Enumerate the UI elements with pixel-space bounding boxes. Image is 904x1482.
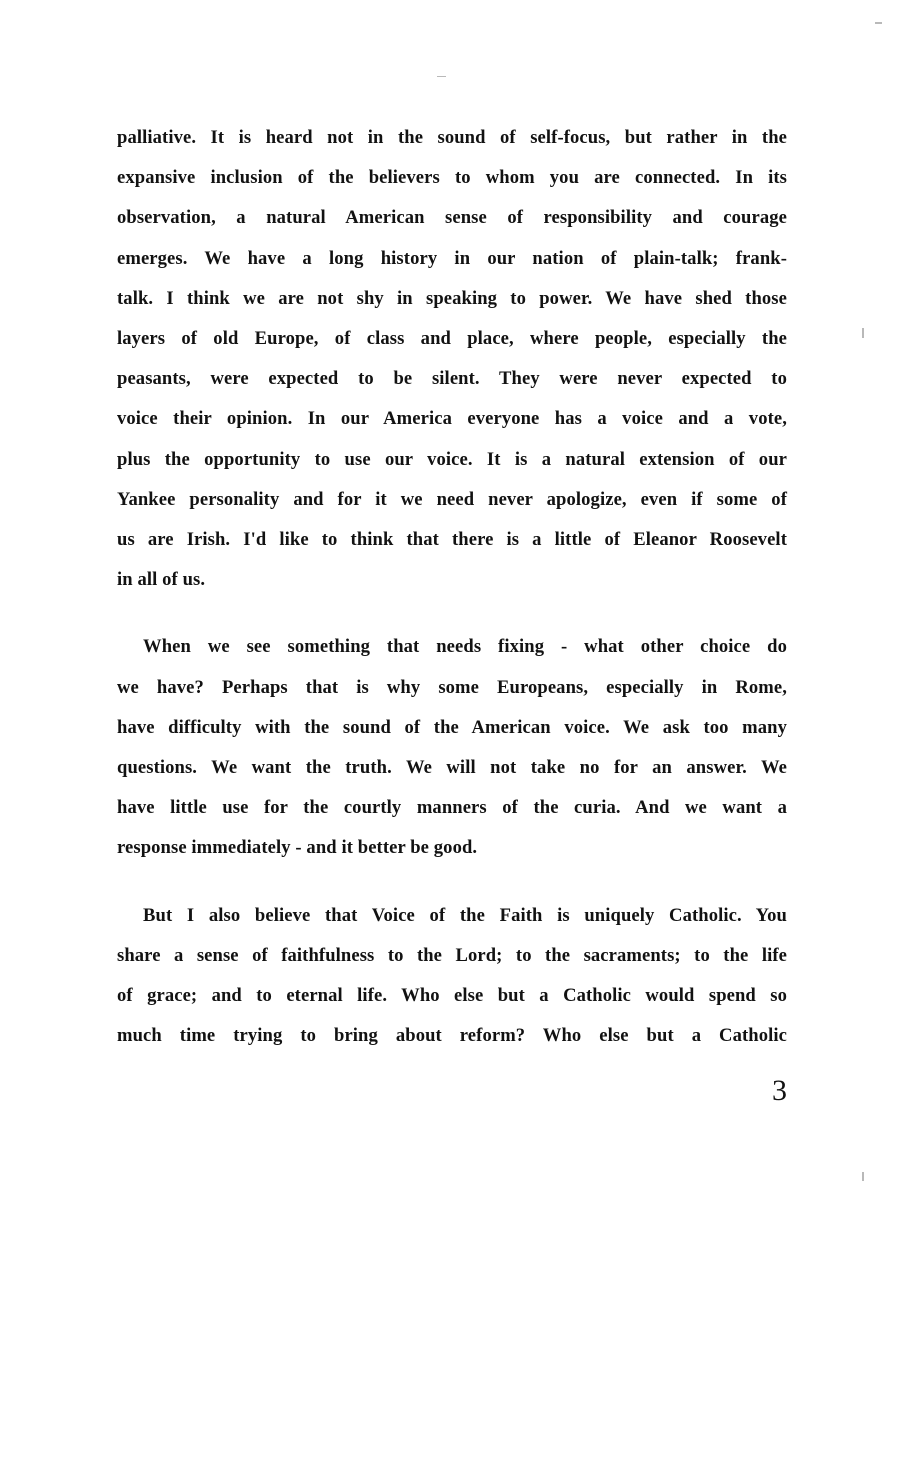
paragraph-3 xyxy=(117,896,787,1057)
text-line: response immediately - and it better be good. xyxy=(117,837,478,859)
text-line: emerges. We have a long history in our nation of plain-talk; frank- xyxy=(117,247,787,269)
text-line: have little use for the courtly manners of the curia. And we want a xyxy=(117,797,787,819)
text-line: observation, a natural American sense of responsibility and courage xyxy=(117,207,787,229)
text-line: palliative. It is heard not in the sound of self-focus, but rather in the xyxy=(117,127,787,148)
text-line: in all of us. xyxy=(117,569,206,591)
scan-artifact-top-right xyxy=(875,22,882,24)
text-line: us are Irish. I'd like to think that there is a little of Eleanor Roosevelt xyxy=(117,529,787,551)
body-text-column xyxy=(117,118,787,1056)
text-line: voice their opinion. In our America everyone has a voice and a vote, xyxy=(117,408,787,430)
scan-artifact-right-lower xyxy=(862,1172,864,1181)
text-line: expansive inclusion of the believers to whom you are connected. In its xyxy=(117,167,787,189)
text-line: When we see something that needs fixing - what other choice do xyxy=(143,636,787,658)
scan-artifact-top-center xyxy=(437,76,446,77)
page-number: 3 xyxy=(772,1074,787,1107)
text-line: we have? Perhaps that is why some Europeans, especially in Rome, xyxy=(117,676,787,698)
text-line: layers of old Europe, of class and place, where people, especially the xyxy=(117,328,787,350)
text-line: questions. We want the truth. We will not take no for an answer. We xyxy=(117,757,787,779)
paragraph-2 xyxy=(117,627,787,868)
text-line: much time trying to bring about reform? Who else but a Catholic xyxy=(117,1025,787,1047)
text-line: of grace; and to eternal life. Who else but a Catholic would spend so xyxy=(117,985,787,1007)
text-line: share a sense of faithfulness to the Lord; to the sacraments; to the life xyxy=(117,944,787,966)
text-line: plus the opportunity to use our voice. It is a natural extension of our xyxy=(117,448,787,470)
text-line: But I also believe that Voice of the Faith is uniquely Catholic. You xyxy=(143,904,787,926)
text-line: Yankee personality and for it we need never apologize, even if some of xyxy=(117,488,787,510)
text-line: talk. I think we are not shy in speaking to power. We have shed those xyxy=(117,287,787,309)
text-line: peasants, were expected to be silent. They were never expected to xyxy=(117,368,787,390)
scan-artifact-right-upper xyxy=(862,328,864,338)
text-line: have difficulty with the sound of the American voice. We ask too many xyxy=(117,716,787,738)
paragraph-1 xyxy=(117,118,787,600)
